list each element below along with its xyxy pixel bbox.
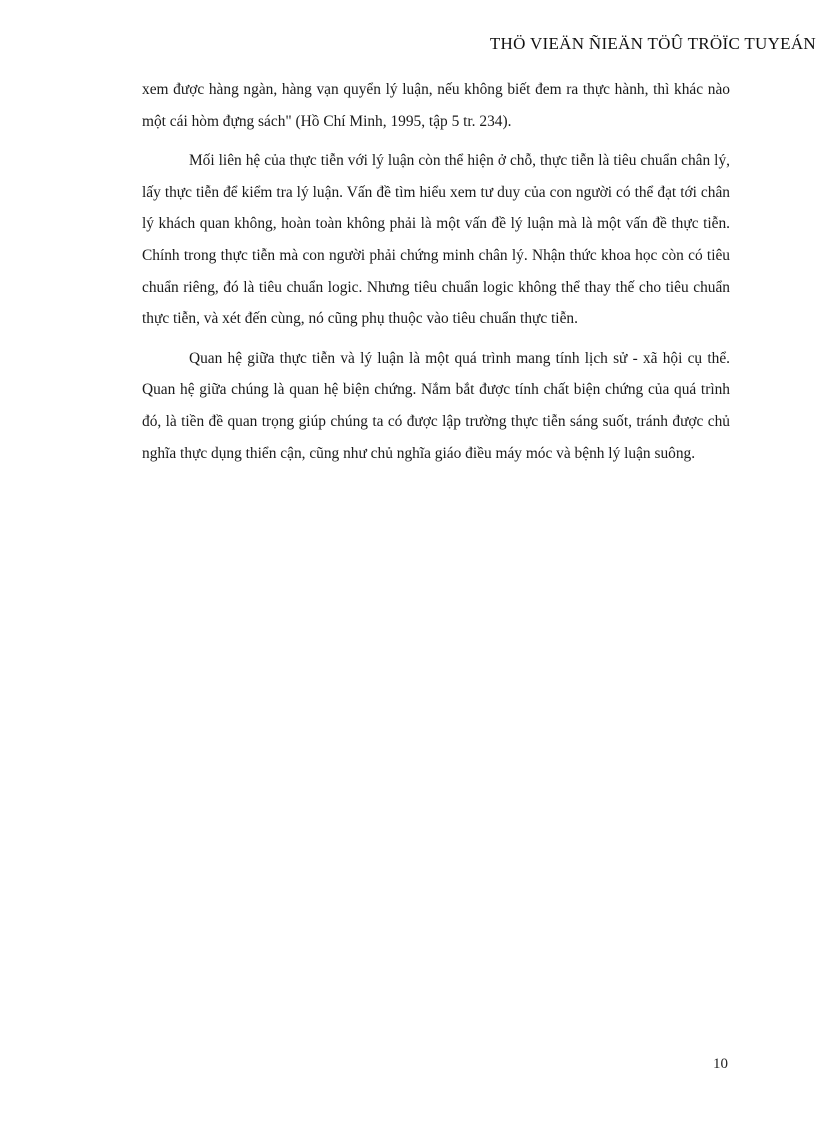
running-header: THÖ VIEÄN ÑIEÄN TÖÛ TRÖÏC TUYEÁN xyxy=(489,34,816,53)
document-body xyxy=(142,74,730,477)
paragraph-practice-criterion: Mối liên hệ của thực tiễn với lý luận còn thể hiện ở chỗ, thực tiễn là tiêu chuẩn chân lý, lấy thực tiễn để kiểm tra lý luận. Vấn đề tìm hiểu xem tư duy của con người có thể đạt tới chân lý khách quan không, hoàn toàn không phải là một vấn đề lý luận mà là một vấn đề thực tiễn. Chính trong thực tiễn mà con người phải chứng minh chân lý. Nhận thức khoa học còn có tiêu chuẩn riêng, đó là tiêu chuẩn logic. Nhưng tiêu chuẩn logic không thể thay thế cho tiêu chuẩn thực tiễn, và xét đến cùng, nó cũng phụ thuộc vào tiêu chuẩn thực tiễn. xyxy=(142,152,730,328)
page-number: 10 xyxy=(713,1056,728,1072)
paragraph-practice-theory-relation: Quan hệ giữa thực tiễn và lý luận là một quá trình mang tính lịch sử - xã hội cụ thể. Quan hệ giữa chúng là quan hệ biện chứng. Nắm bắt được tính chất biện chứng của quá trình đó, là tiền đề quan trọng giúp chúng ta có được lập trường thực tiễn sáng suốt, tránh được chủ nghĩa thực dụng thiển cận, cũng như chủ nghĩa giáo điều máy móc và bệnh lý luận suông. xyxy=(142,349,730,462)
paragraph-continuation: xem được hàng ngàn, hàng vạn quyển lý luận, nếu không biết đem ra thực hành, thì khác nào một cái hòm đựng sách" (Hồ Chí Minh, 1995, tập 5 tr. 234). xyxy=(142,81,730,130)
